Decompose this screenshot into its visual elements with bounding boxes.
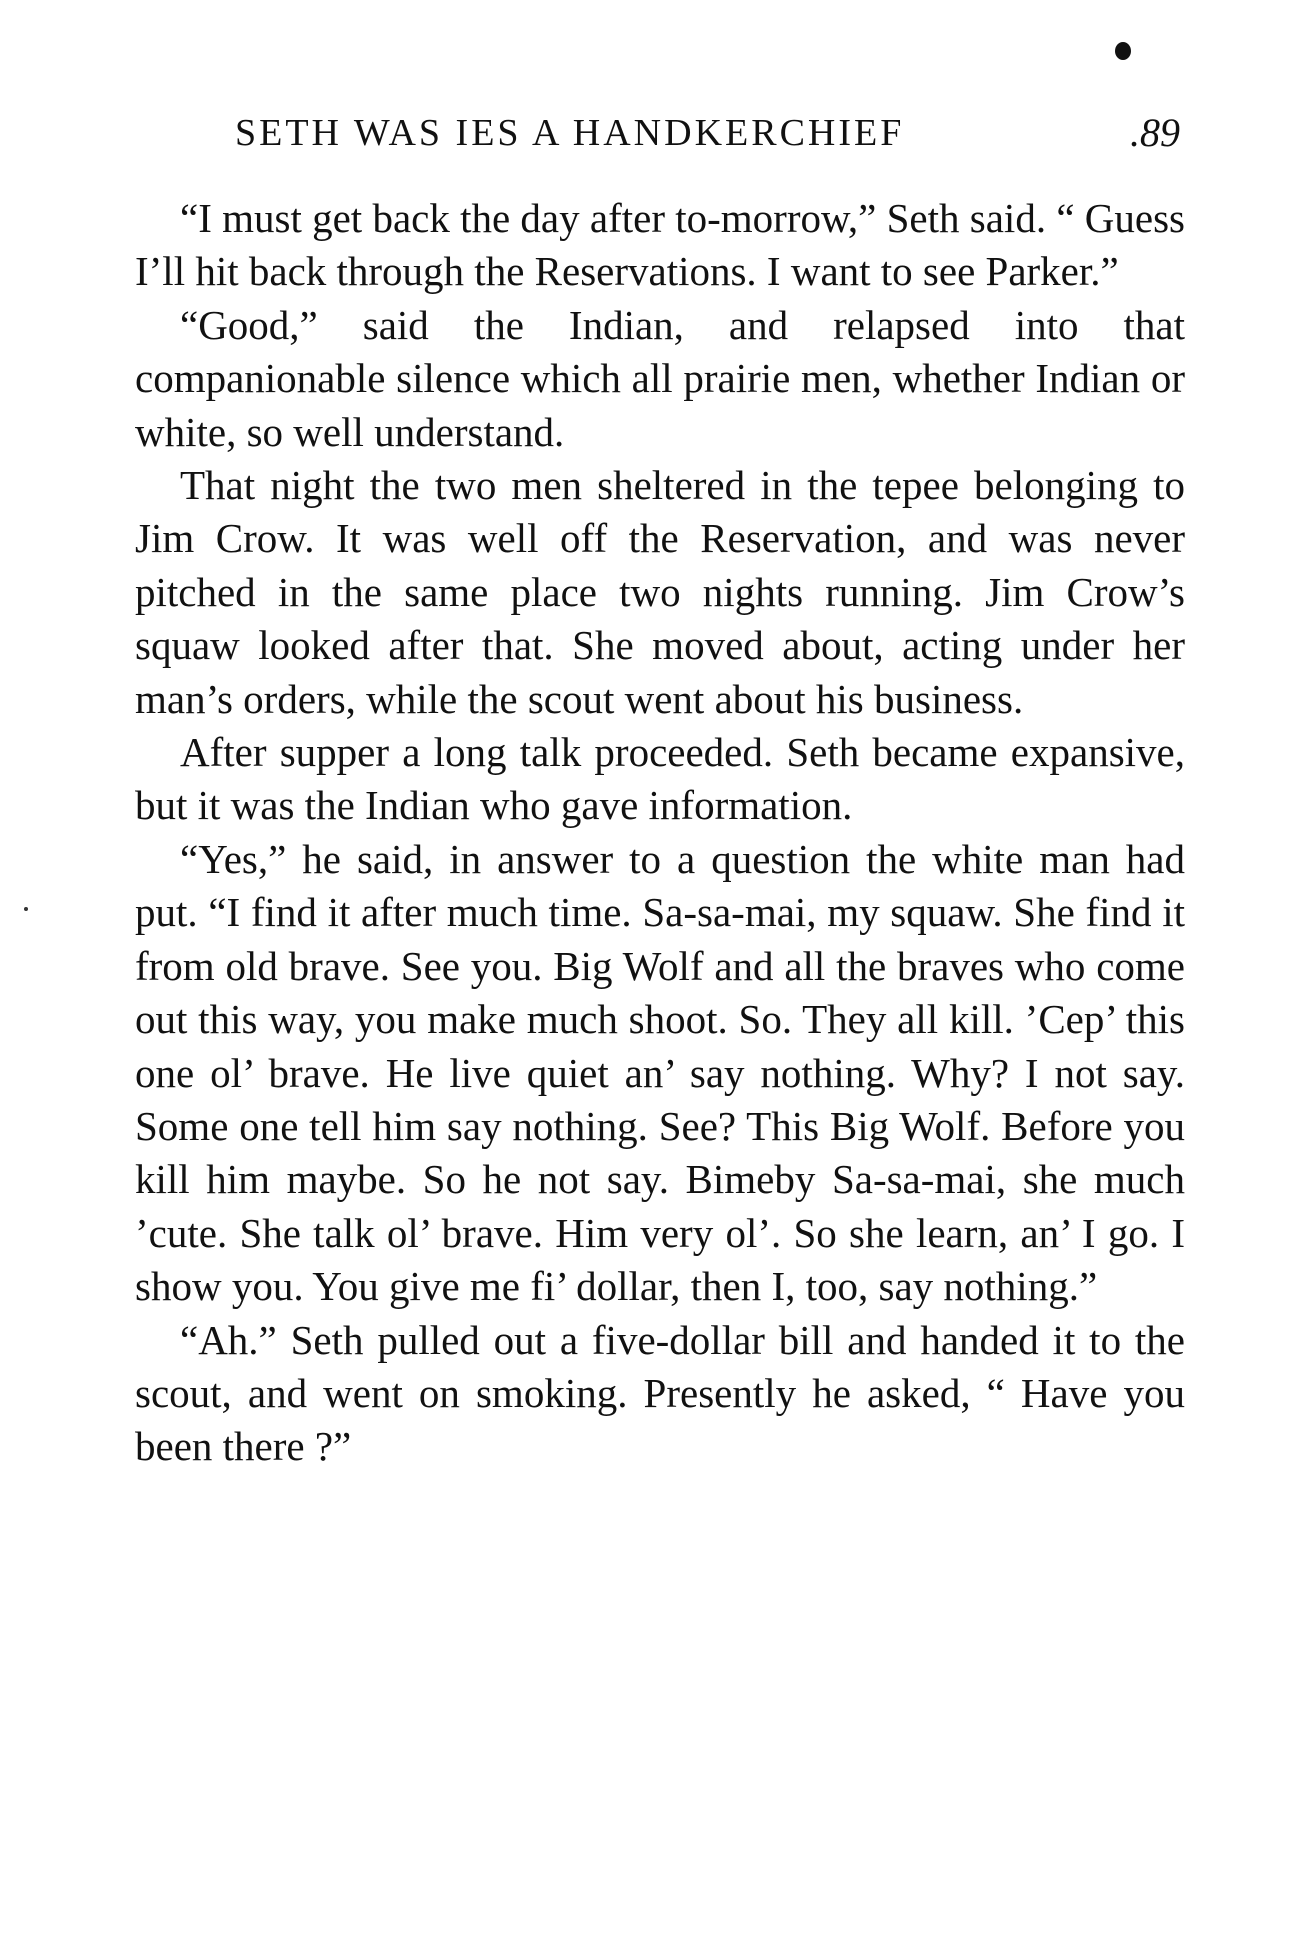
body-text (135, 192, 1185, 1474)
running-title: SETH WAS IES A HANDKERCHIEF (235, 112, 905, 154)
paragraph: That night the two men sheltered in the tepee belonging to Jim Crow. It was well off the Reservation, and was never pitched in the same place two nights running. Jim Crow’s squaw looked after that. She moved about, acting under her man’s orders, while the scout went about his business. (135, 462, 1185, 722)
running-head (235, 105, 1180, 161)
paragraph: After supper a long talk proceeded. Seth became expansive, but it was the Indian who gave information. (135, 729, 1185, 829)
paragraph: “Yes,” he said, in answer to a question the white man had put. “I find it after much time. Sa-sa-mai, my squaw. She find it from old brave. See you. Big Wolf and all the braves who come out this way, you make much shoot. So. They all kill. ’Cep’ this one ol’ brave. He live quiet an’ say nothing. Why? I not say. Some one tell him say nothing. See? This Big Wolf. Before you kill him maybe. So he not say. Bimeby Sa-sa-mai, she much ’cute. She talk ol’ brave. Him very ol’. So she learn, an’ I go. I show you. You give me fi’ dollar, then I, too, say nothing.” (135, 835, 1185, 1310)
margin-speck (24, 907, 28, 911)
page-number: .89 (1130, 110, 1180, 155)
ink-dot (1115, 42, 1131, 60)
paragraph: “Ah.” Seth pulled out a five-dollar bill and handed it to the scout, and went on smoking. Presently he asked, “ Have you been there ?” (135, 1316, 1185, 1470)
paragraph: “I must get back the day after to-morrow,” Seth said. “ Guess I’ll hit back through the Reservations. I want to see Parker.” (135, 195, 1185, 295)
paragraph: “Good,” said the Indian, and relapsed into that companionable silence which all prairie men, whether Indian or white, so well understand. (135, 301, 1185, 455)
